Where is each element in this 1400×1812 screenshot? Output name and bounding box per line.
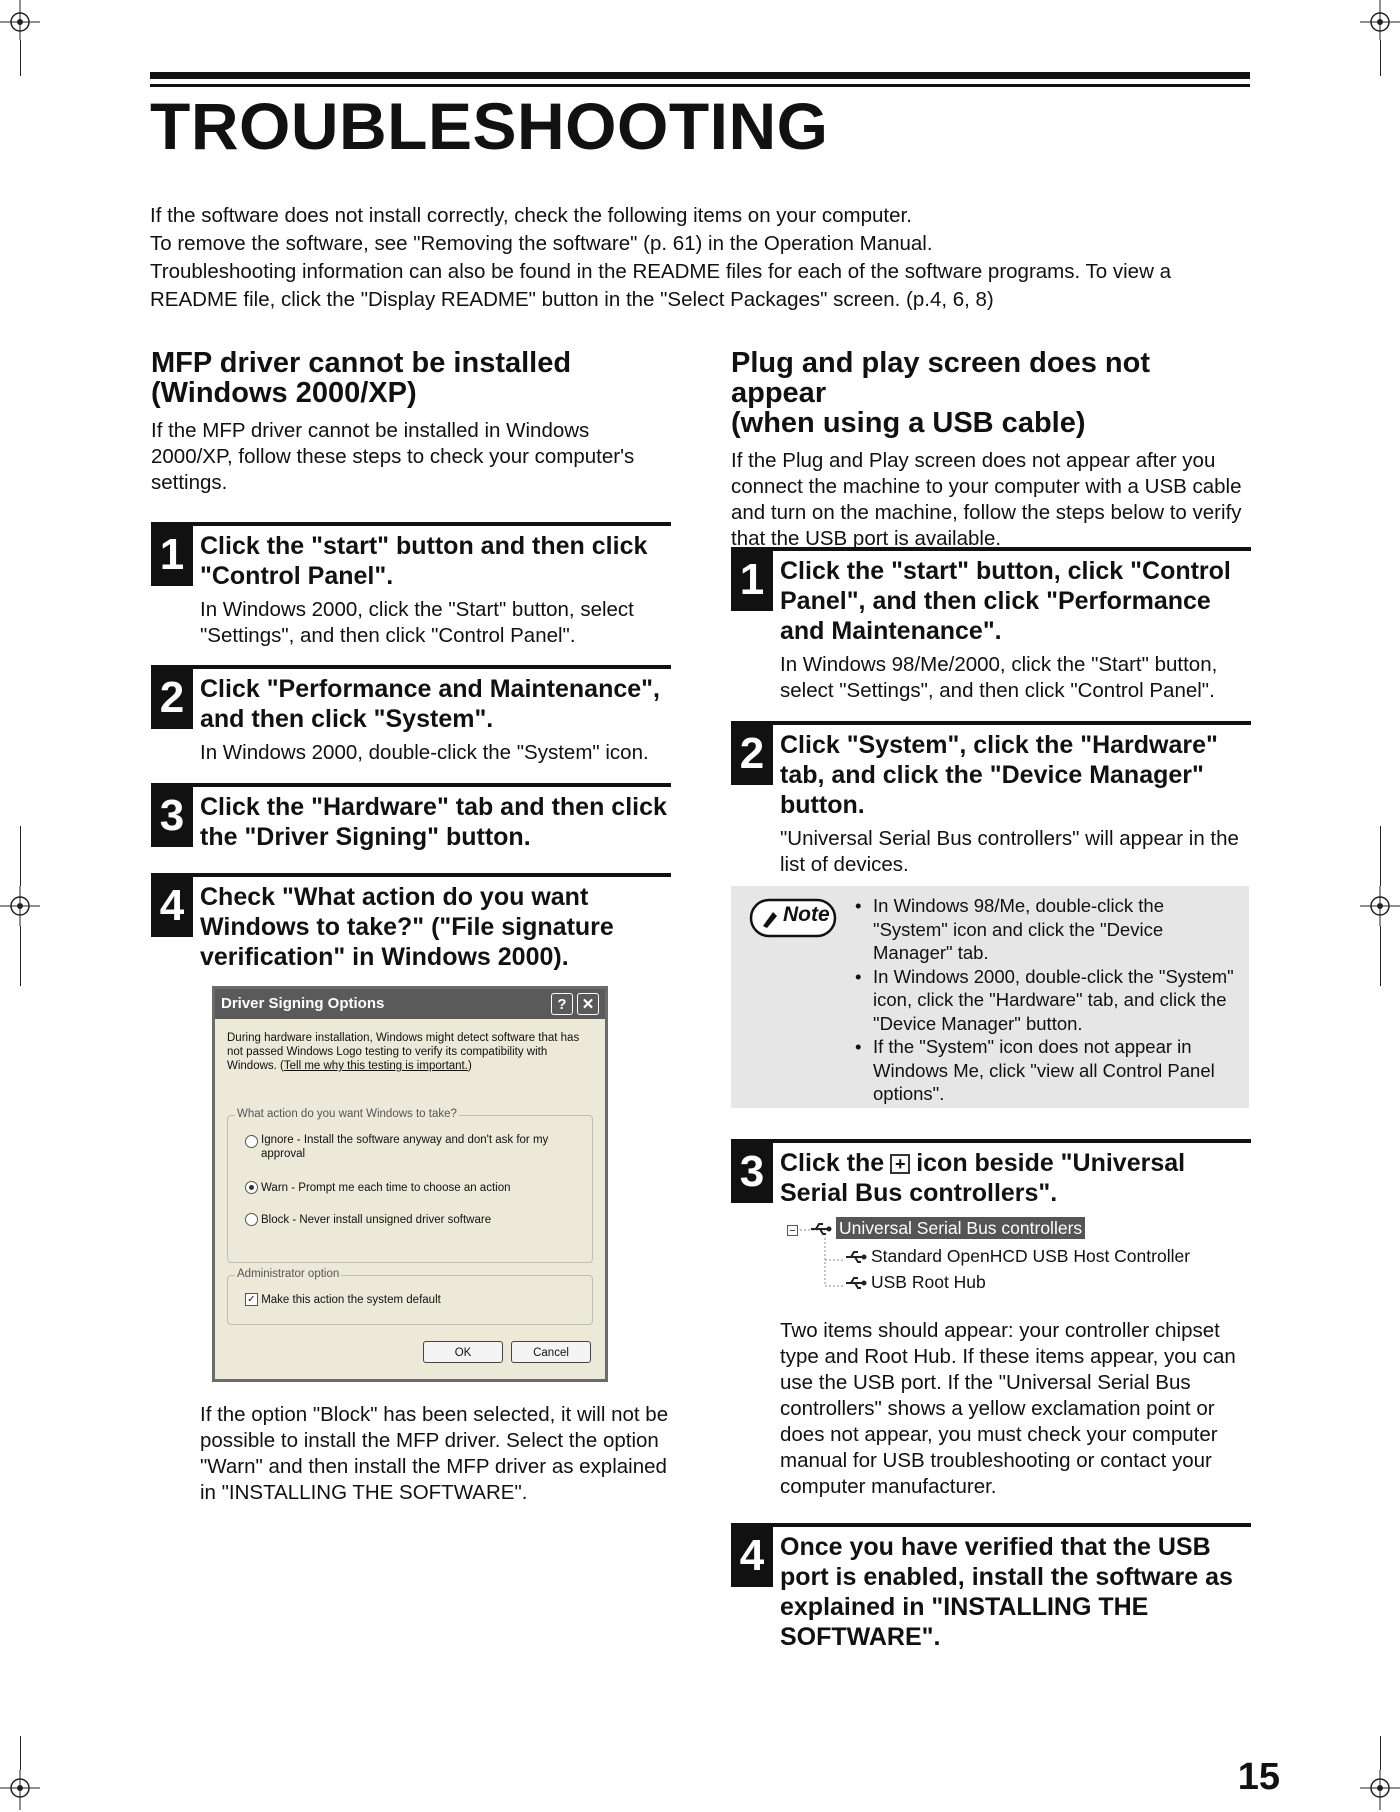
right-step-2	[731, 721, 1251, 878]
step-title: Click the "start" button, click "Control Panel", and then click "Performance and Maintenance".	[780, 557, 1231, 645]
title-rule-thin	[150, 84, 1250, 87]
tree-child-item[interactable]	[845, 1272, 986, 1293]
step-title: Click "System", click the "Hardware" tab, and click the "Device Manager" button.	[780, 731, 1218, 819]
tree-root-item[interactable]	[810, 1218, 1085, 1239]
crop-line	[20, 826, 21, 886]
registration-mark-bottom-right	[1360, 1770, 1400, 1810]
crop-line	[20, 1736, 21, 1770]
step-number: 1	[731, 551, 773, 611]
heading-line: Plug and play screen does not appear	[731, 347, 1150, 409]
checkbox-label: Make this action the system default	[261, 1294, 441, 1306]
dialog-description	[227, 1031, 597, 1073]
crop-line	[20, 40, 21, 76]
dialog-link[interactable]: Tell me why this testing is important.	[283, 1060, 468, 1072]
left-after-dialog-text: If the option "Block" has been selected, it will not be possible to install the MFP driver. Select the option "Warn" and then install the MFP driver as explained in "INSTALLING THE SOFTWARE".	[200, 1403, 669, 1504]
right-step-1	[731, 547, 1251, 704]
dialog-text: During hardware installation, Windows might detect software that has not passed Windows Logo testing to verify its compatibility with Windows. (	[227, 1032, 580, 1072]
registration-mark-top-right	[1360, 0, 1400, 40]
step-title: Check "What action do you want Windows to take?" ("File signature verification" in Windows 2000).	[200, 883, 614, 971]
usb-icon	[845, 1250, 867, 1264]
step-number: 3	[151, 787, 193, 847]
step-description: In Windows 98/Me/2000, click the "Start" button, select "Settings", and then click "Control Panel".	[780, 653, 1218, 702]
step-description: In Windows 2000, click the "Start" button, select "Settings", and then click "Control Panel".	[200, 598, 634, 647]
left-step-1	[151, 522, 671, 649]
step-title: Once you have verified that the USB port is enabled, install the software as explained in "INSTALLING THE SOFTWARE".	[780, 1533, 1233, 1651]
right-section-header	[731, 348, 1251, 552]
tree-root-label: Universal Serial Bus controllers	[836, 1217, 1085, 1239]
step-number: 4	[151, 877, 193, 937]
radio-label: Block - Never install unsigned driver software	[261, 1214, 492, 1226]
note-item: • In Windows 98/Me, double-click the "System" icon and click the "Device Manager" tab.	[851, 894, 1243, 965]
default-checkbox[interactable]	[245, 1293, 441, 1307]
dialog-title: Driver Signing Options	[221, 995, 385, 1012]
step-number: 4	[731, 1527, 773, 1587]
note-label: Note	[783, 903, 830, 926]
step-number: 3	[731, 1143, 773, 1203]
registration-mark-middle-left	[0, 886, 40, 926]
intro-line: Troubleshooting information can also be found in the README files for each of the software programs. To view a	[150, 260, 1171, 283]
step-title-part: icon beside "Universal Serial Bus controllers".	[780, 1149, 1186, 1207]
cancel-button[interactable]: Cancel	[511, 1341, 591, 1363]
right-section-heading	[731, 348, 1251, 438]
step-title-part: Click the	[780, 1149, 885, 1177]
left-section-heading	[151, 348, 671, 408]
ok-button[interactable]: OK	[423, 1341, 503, 1363]
collapse-icon[interactable]: −	[787, 1225, 798, 1236]
crop-line	[1380, 826, 1381, 886]
note-box	[731, 886, 1249, 1108]
heading-line: MFP driver cannot be installed	[151, 347, 572, 379]
left-section-intro: If the MFP driver cannot be installed in Windows 2000/XP, follow these steps to check your computer's settings.	[151, 419, 635, 494]
checkbox[interactable]: ✓	[245, 1293, 258, 1306]
driver-signing-dialog-screenshot	[212, 986, 608, 1382]
step-title: Click the "Hardware" tab and then click the "Driver Signing" button.	[200, 793, 667, 851]
radio-button[interactable]	[245, 1213, 258, 1226]
note-list	[851, 888, 1243, 1106]
help-button[interactable]: ?	[551, 993, 573, 1015]
step-number: 2	[731, 725, 773, 785]
note-item: • In Windows 2000, double-click the "System" icon, click the "Hardware" tab, and click the "Device Manager" button.	[851, 965, 1243, 1036]
intro-line: To remove the software, see "Removing the software" (p. 61) in the Operation Manual.	[150, 232, 933, 255]
intro-line: README file, click the "Display README" button in the "Select Packages" screen. (p.4, 6, 8)	[150, 288, 994, 311]
step-title: Click "Performance and Maintenance", and then click "System".	[200, 675, 660, 733]
intro-paragraph	[150, 202, 1260, 314]
step-number: 1	[151, 526, 193, 586]
tree-child-label: USB Root Hub	[871, 1272, 986, 1292]
step-title	[780, 1143, 1251, 1208]
intro-line: If the software does not install correctly, check the following items on your computer.	[150, 204, 912, 227]
title-rule-thick	[150, 72, 1250, 79]
registration-mark-bottom-left	[0, 1770, 40, 1810]
crop-line	[20, 926, 21, 986]
close-button[interactable]: ✕	[577, 993, 599, 1015]
left-step-4	[151, 873, 671, 972]
left-step-2	[151, 665, 671, 766]
tree-child-item[interactable]	[845, 1246, 1190, 1267]
usb-icon	[810, 1222, 832, 1236]
dialog-text-end: )	[467, 1060, 472, 1072]
note-item: • If the "System" icon does not appear in Windows Me, click "view all Control Panel options".	[851, 1035, 1243, 1106]
radio-button[interactable]	[245, 1135, 258, 1148]
plus-icon: +	[890, 1154, 910, 1174]
radio-label: Warn - Prompt me each time to choose an action	[261, 1182, 511, 1194]
left-section-header	[151, 348, 671, 496]
heading-line: (when using a USB cable)	[731, 407, 1086, 439]
registration-mark-middle-right	[1360, 886, 1400, 926]
radio-button-selected[interactable]	[245, 1181, 258, 1194]
step-title: Click the "start" button and then click "Control Panel".	[200, 532, 648, 590]
usb-icon	[845, 1276, 867, 1290]
step-description: "Universal Serial Bus controllers" will appear in the list of devices.	[780, 827, 1239, 876]
heading-line: (Windows 2000/XP)	[151, 377, 417, 409]
right-step-3	[731, 1139, 1251, 1208]
left-step-3	[151, 783, 671, 852]
radio-block[interactable]	[245, 1213, 575, 1227]
step-number: 2	[151, 669, 193, 729]
admin-group-label: Administrator option	[237, 1268, 340, 1280]
crop-line	[1380, 926, 1381, 986]
right-step-3-description: Two items should appear: your controller chipset type and Root Hub. If these items appear, you can use the USB port. If the "Universal Serial Bus controllers" shows a yellow exclamation point or does not appear, you must check your computer manual for USB troubleshooting or contact your computer manufacturer.	[780, 1319, 1236, 1498]
page-title: TROUBLESHOOTING	[150, 89, 829, 163]
page-number: 15	[1237, 1756, 1280, 1798]
usb-tree-screenshot	[785, 1218, 1205, 1298]
crop-line	[1380, 1736, 1381, 1770]
tree-child-label: Standard OpenHCD USB Host Controller	[871, 1246, 1191, 1266]
action-group-label: What action do you want Windows to take?	[237, 1108, 457, 1120]
dialog-title-bar	[215, 989, 605, 1019]
registration-mark-top-left	[0, 0, 40, 40]
right-section-intro: If the Plug and Play screen does not appear after you connect the machine to your computer with a USB cable and turn on the machine, follow the steps below to verify that the USB port is available.	[731, 449, 1242, 550]
radio-label: Ignore - Install the software anyway and don't ask for my approval	[261, 1134, 549, 1160]
right-step-4	[731, 1523, 1251, 1652]
crop-line	[1380, 40, 1381, 76]
step-description: In Windows 2000, double-click the "System" icon.	[200, 741, 649, 764]
radio-warn[interactable]	[245, 1181, 575, 1195]
radio-ignore[interactable]	[245, 1133, 575, 1161]
